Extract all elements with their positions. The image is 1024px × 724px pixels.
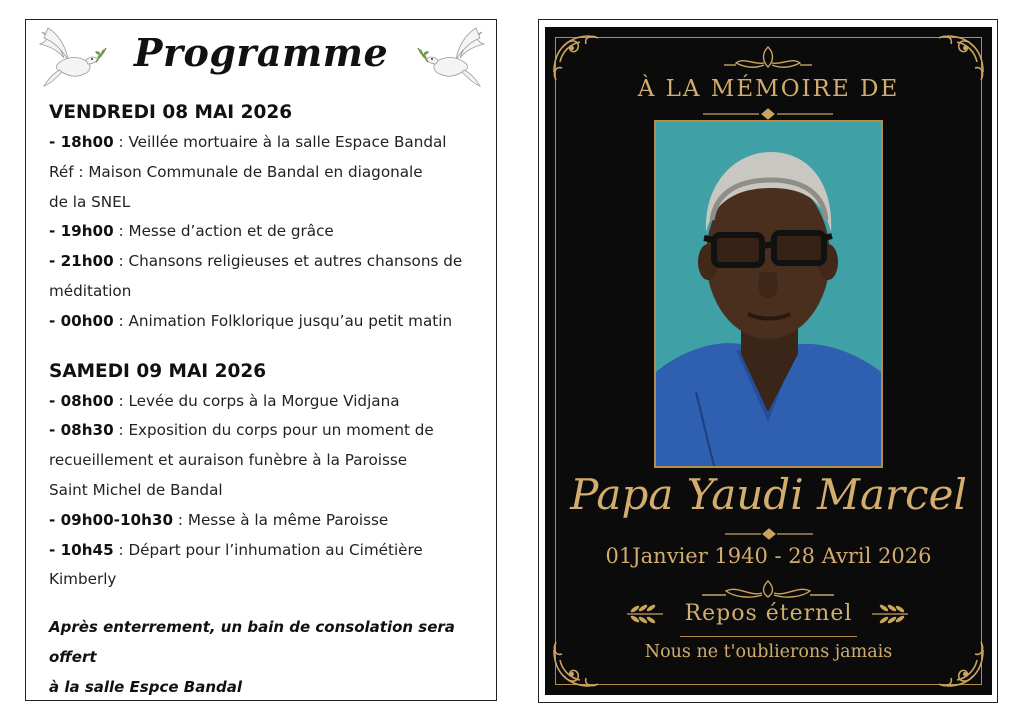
schedule-text: Réf : Maison Communale de Bandal en diagonale: [49, 162, 423, 181]
day2-schedule: [49, 387, 489, 596]
deceased-name: Papa Yaudi Marcel: [570, 470, 967, 519]
schedule-text: méditation: [49, 281, 132, 300]
schedule-text: : Levée du corps à la Morgue Vidjana: [113, 391, 400, 410]
repos-eternel: Repos éternel: [684, 601, 853, 626]
schedule-text: : Veillée mortuaire à la salle Espace Bandal: [113, 133, 447, 151]
schedule-line: [49, 416, 489, 446]
schedule-text: : Messe à la même Paroisse: [173, 510, 389, 529]
schedule-text: Saint Michel de Bandal: [49, 480, 223, 499]
programme-panel: [25, 19, 497, 701]
day1-schedule: [49, 128, 489, 337]
consolation-note: [49, 612, 489, 702]
life-dates: 01Janvier 1940 - 28 Avril 2026: [605, 544, 932, 568]
schedule-line: [49, 247, 489, 277]
schedule-line: [49, 387, 489, 417]
schedule-line: [49, 536, 489, 566]
programme-title: Programme: [133, 30, 389, 75]
programme-content: [49, 98, 489, 702]
schedule-text: recueillement et auraison funèbre à la Paroisse: [49, 451, 408, 470]
note-line: Après enterrement, un bain de consolation sera offert: [49, 618, 455, 667]
schedule-time: - 19h00: [49, 222, 114, 241]
schedule-time: - 08h00: [49, 391, 114, 410]
divider-ornament-icon: [718, 43, 818, 71]
schedule-time: - 00h00: [49, 311, 114, 330]
schedule-time: - 09h00-10h30: [49, 510, 174, 529]
schedule-text: : Messe d’action et de grâce: [113, 222, 334, 241]
memorial-subtitle: Nous ne t'oublierons jamais: [644, 642, 893, 662]
day-heading-friday: VENDREDI 08 MAI 2026: [49, 102, 293, 123]
schedule-line: [49, 217, 489, 247]
leaf-branch-icon: [870, 600, 910, 626]
day-heading-saturday: SAMEDI 09 MAI 2026: [49, 360, 267, 382]
divider-line: [680, 636, 857, 637]
schedule-time: - 18h00: [49, 133, 114, 151]
schedule-text: Kimberly: [49, 570, 117, 589]
memorial-card: [545, 27, 992, 695]
schedule-line: [49, 128, 489, 158]
schedule-time: - 08h30: [49, 421, 114, 440]
schedule-text: de la SNEL: [49, 192, 131, 211]
divider-ornament-icon: [698, 577, 838, 601]
note-line: à la salle Espce Bandal: [49, 678, 242, 697]
schedule-text: : Départ pour l’inhumation au Cimétière: [113, 540, 423, 559]
schedule-line: [49, 446, 489, 476]
schedule-text: : Exposition du corps pour un moment de: [113, 421, 434, 440]
schedule-time: - 10h45: [49, 540, 114, 559]
schedule-text: : Animation Folklorique jusqu’au petit matin: [113, 311, 453, 330]
schedule-line: [49, 158, 489, 188]
schedule-line: [49, 277, 489, 307]
divider-ornament-icon: [703, 107, 833, 121]
schedule-line: [49, 307, 489, 337]
schedule-text: : Chansons religieuses et autres chansons de: [113, 252, 463, 271]
memorial-heading: À LA MÉMOIRE DE: [637, 76, 900, 102]
divider-ornament-icon: [725, 527, 813, 541]
schedule-time: - 21h00: [49, 252, 114, 271]
schedule-line: [49, 565, 489, 595]
schedule-line: [49, 476, 489, 506]
schedule-line: [49, 506, 489, 536]
portrait-photo: [654, 120, 883, 468]
schedule-line: [49, 188, 489, 218]
